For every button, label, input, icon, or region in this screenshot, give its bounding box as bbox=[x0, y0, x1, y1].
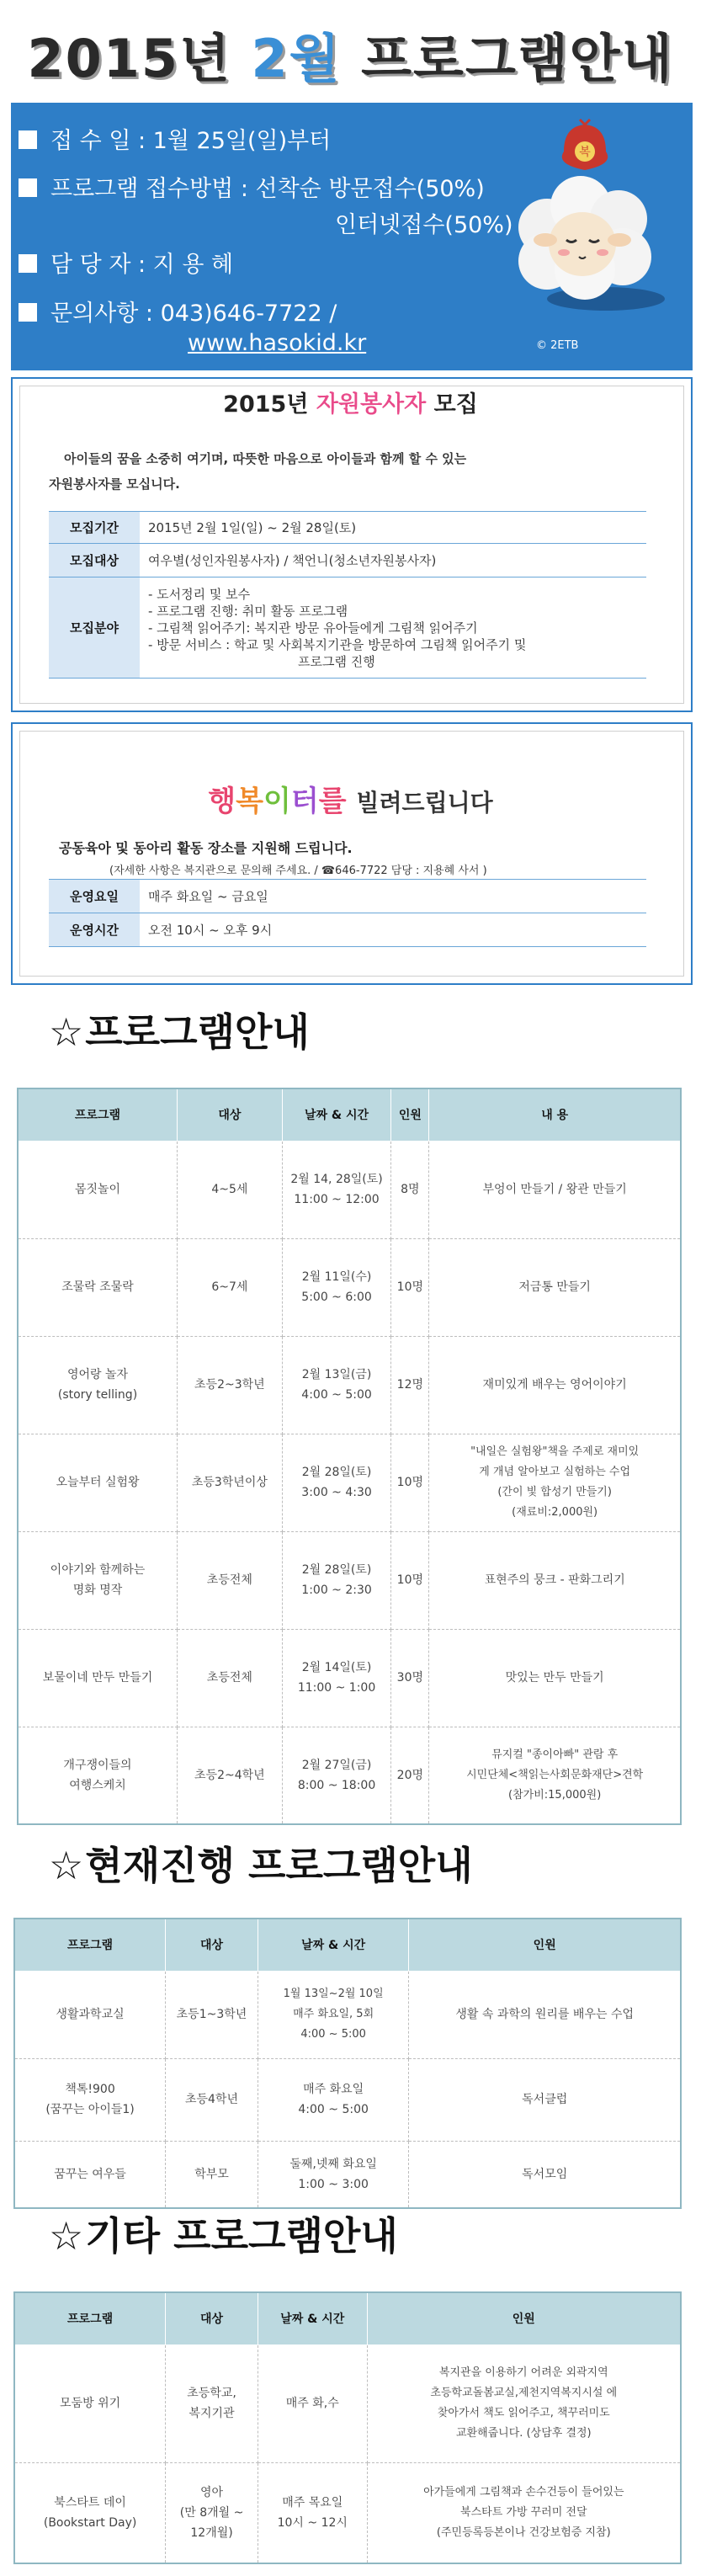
table-row: 보물이네 만두 만들기 초등전체 2월 14일(토) 11:00 ~ 1:00 30명 맛있는 만두 만들기 bbox=[18, 1629, 681, 1727]
info-url-link[interactable]: www.hasokid.kr bbox=[188, 330, 367, 356]
table-header-row: 프로그램 대상 날짜 & 시간 인원 bbox=[14, 2292, 681, 2344]
title-rest: 프로그램안내 bbox=[361, 28, 674, 89]
table-row: 책톡!900 (꿈꾸는 아이들1) 초등4학년 매주 화요일 4:00 ~ 5:00 독서클럽 bbox=[14, 2058, 681, 2141]
info-method-online: 인터넷접수(50%) bbox=[335, 212, 513, 238]
table-row: 모둠방 위기 초등학교, 복지기관 매주 화,수 복지관을 이용하기 어려운 외곽지역 초등학교돌봄교실,제천지역복지시설 에 찾아가서 책도 읽어주고, 책꾸러미도 교환해줍니다. (상담후 결정) bbox=[14, 2344, 681, 2462]
star-icon: ☆ bbox=[49, 1009, 84, 1055]
star-icon: ☆ bbox=[49, 1843, 84, 1888]
bullet-square-icon bbox=[19, 303, 37, 322]
table-row: 생활과학교실 초등1~3학년 1월 13일~2월 10일 매주 화요일, 5회 4:00 ~ 5:00 생활 속 과학의 원리를 배우는 수업 bbox=[14, 1971, 681, 2058]
table-row: 모집대상 여우별(성인자원봉사자) / 책언니(청소년자원봉사자) bbox=[49, 544, 646, 577]
table-row: 모집분야 - 도서정리 및 보수 - 프로그램 진행: 취미 활동 프로그램 - 그림책 읽어주기: 복지관 방문 유아들에게 그림책 읽어주기 - 방문 서비스 : 학교 및 사회복지기관을 방문하여 그림책 읽어주기 및 프로그램 진행 bbox=[49, 577, 646, 679]
bullet-square-icon bbox=[19, 130, 37, 149]
table-row: 운영요일 매주 화요일 ~ 금요일 bbox=[49, 880, 646, 913]
title-month: 2월 bbox=[251, 28, 342, 89]
current-table bbox=[13, 1918, 682, 2209]
rental-line2: (자세한 사항은 복지관으로 문의해 주세요. / ☎646-7722 담당 : 지용혜 사서 ) bbox=[109, 865, 487, 877]
current-heading: ☆현재진행 프로그램안내 bbox=[49, 1843, 473, 1888]
table-row: 꿈꾸는 여우들 학부모 둘째,넷째 화요일 1:00 ~ 3:00 독서모임 bbox=[14, 2141, 681, 2208]
info-manager: 담 당 자 : 지 용 혜 bbox=[19, 246, 233, 279]
bullet-square-icon bbox=[19, 178, 37, 197]
table-row: 조물락 조물락 6~7세 2월 11일(수) 5:00 ~ 6:00 10명 저금통 만들기 bbox=[18, 1238, 681, 1336]
table-row: 모집기간 2015년 2월 1일(일) ~ 2월 28일(토) bbox=[49, 512, 646, 544]
table-header-row: 프로그램 대상 날짜 & 시간 인원 내 용 bbox=[18, 1088, 681, 1141]
table-row: 오늘부터 실험왕 초등3학년이상 2월 28일(토) 3:00 ~ 4:30 10명 "내일은 실험왕"책을 주제로 재미있 게 개념 알아보고 실험하는 수업 (간이 빛 합성기 만들기) (재료비:2,000원) bbox=[18, 1434, 681, 1531]
table-row: 영어랑 놀자 (story telling) 초등2~3학년 2월 13일(금) 4:00 ~ 5:00 12명 재미있게 배우는 영어이야기 bbox=[18, 1336, 681, 1434]
svg-text:복: 복 bbox=[579, 146, 591, 159]
info-inquiry: 문의사항 : 043)646-7722 / bbox=[19, 295, 337, 327]
programs-table bbox=[17, 1088, 682, 1825]
table-header-row: 프로그램 대상 날짜 & 시간 인원 bbox=[14, 1919, 681, 1971]
copyright-text: © 2ETB bbox=[536, 339, 579, 352]
sheep-mascot-icon bbox=[480, 118, 682, 320]
volunteer-table bbox=[49, 511, 646, 679]
info-reception: 접 수 일 : 1월 25일(일)부터 bbox=[19, 122, 331, 155]
star-icon: ☆ bbox=[49, 2213, 84, 2259]
table-row: 북스타트 데이 (Bookstart Day) 영아 (만 8개월 ~ 12개월) 매주 목요일 10시 ~ 12시 아가들에게 그림책과 손수건등이 들어있는 북스타트 가방 꾸러미 전달 (주민등록등본이나 건강보험증 지참) bbox=[14, 2462, 681, 2563]
table-row: 개구쟁이들의 여행스케치 초등2~4학년 2월 27일(금) 8:00 ~ 18:00 20명 뮤지컬 "종이아빠" 관람 후 시민단체<책읽는사회문화재단>견학 (참가비:15,000원) bbox=[18, 1727, 681, 1824]
volunteer-field-list: - 도서정리 및 보수 - 프로그램 진행: 취미 활동 프로그램 - 그림책 읽어주기: 복지관 방문 유아들에게 그림책 읽어주기 - 방문 서비스 : 학교 및 사회복지기관을 방문하여 그림책 읽어주기 및 프로그램 진행 bbox=[140, 577, 646, 679]
info-method: 프로그램 접수방법 : 선착순 방문접수(50%) bbox=[19, 170, 485, 203]
volunteer-intro: 아이들의 꿈을 소중히 여기며, 따뜻한 마음으로 아이들과 함께 할 수 있는 자원봉사자를 모십니다. bbox=[49, 451, 467, 492]
table-row: 몸짓놀이 4~5세 2월 14, 28일(토) 11:00 ~ 12:00 8명 부엉이 만들기 / 왕관 만들기 bbox=[18, 1141, 681, 1238]
rental-title: 행복이터를 빌려드립니다 bbox=[208, 785, 493, 818]
volunteer-title: 2015년 자원봉사자 모집 bbox=[223, 391, 478, 418]
other-heading: ☆기타 프로그램안내 bbox=[49, 2213, 398, 2259]
table-row: 운영시간 오전 10시 ~ 오후 9시 bbox=[49, 913, 646, 947]
programs-heading: ☆프로그램안내 bbox=[49, 1009, 310, 1055]
page-title bbox=[0, 17, 701, 92]
rental-line1: 공동육아 및 동아리 활동 장소를 지원해 드립니다. bbox=[59, 840, 353, 856]
rental-table bbox=[49, 879, 646, 947]
table-row: 이야기와 함께하는 명화 명작 초등전체 2월 28일(토) 1:00 ~ 2:30 10명 표현주의 뭉크 - 판화그리기 bbox=[18, 1531, 681, 1629]
other-table bbox=[13, 2291, 682, 2564]
title-year: 2015년 bbox=[27, 28, 231, 89]
bullet-square-icon bbox=[19, 254, 37, 273]
